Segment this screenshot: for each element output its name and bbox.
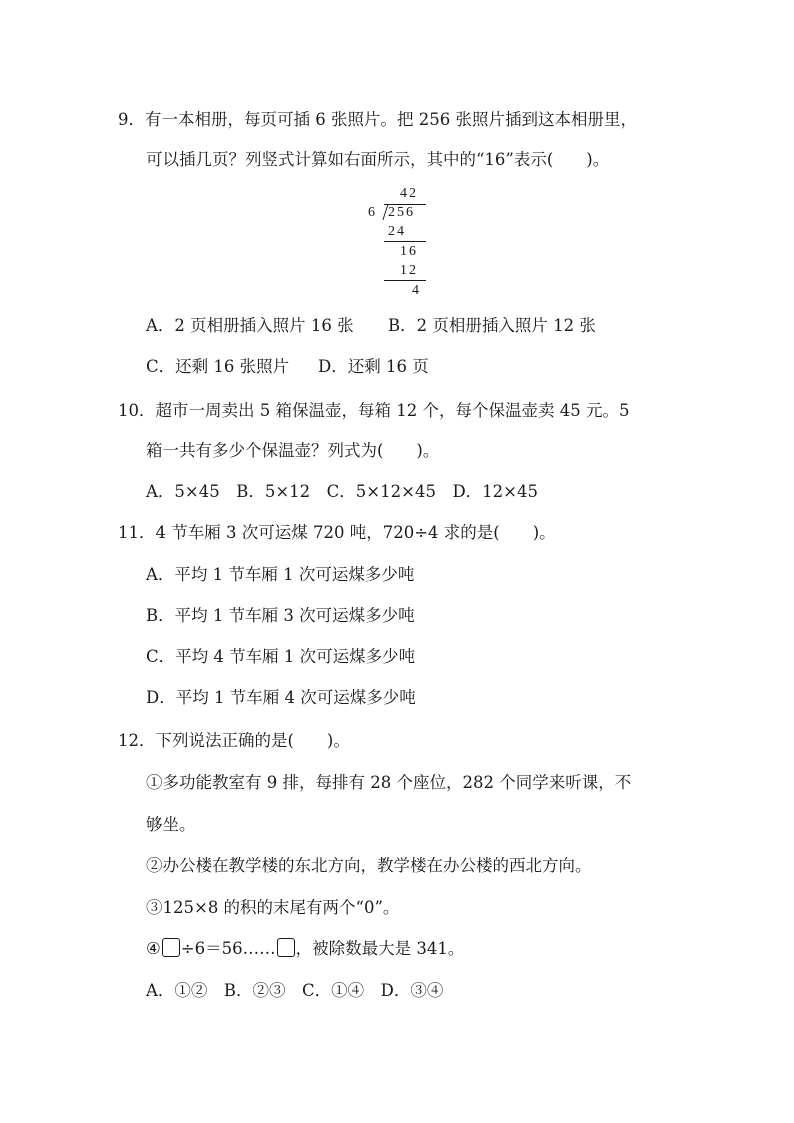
q12-s4-middle: ÷6＝56…… <box>180 939 276 958</box>
q9-option-a: A．2 页相册插入照片 16 张 <box>146 316 354 335</box>
division-step2: 12 <box>400 263 418 278</box>
q12-statement-4 <box>146 938 464 960</box>
q12-statement-2: ②办公楼在教学楼的东北方向，教学楼在办公楼的西北方向。 <box>146 856 592 875</box>
division-quotient: 42 <box>400 186 418 201</box>
division-dividend: 256 <box>388 205 415 220</box>
q9-stem-line1: 9．有一本相册，每页可插 6 张照片。把 256 张照片插到这本相册里， <box>118 110 637 129</box>
q11-option-a: A．平均 1 节车厢 1 次可运煤多少吨 <box>146 565 415 584</box>
q9-stem-line2: 可以插几页？列竖式计算如右面所示，其中的“16”表示( )。 <box>146 150 610 169</box>
blank-box-remainder <box>277 938 295 957</box>
q11-option-b: B．平均 1 节车厢 3 次可运煤多少吨 <box>146 606 415 625</box>
q11-option-d: D．平均 1 节车厢 4 次可运煤多少吨 <box>146 688 416 707</box>
q9-option-b: B．2 页相册插入照片 12 张 <box>388 316 596 335</box>
blank-box-dividend <box>162 938 180 957</box>
q11-stem: 11．4 节车厢 3 次可运煤 720 吨，720÷4 求的是( )。 <box>118 523 556 542</box>
q12-stem: 12．下列说法正确的是( )。 <box>118 731 350 750</box>
q12-statement-1a: ①多功能教室有 9 排，每排有 28 个座位，282 个同学来听课，不 <box>146 773 632 792</box>
division-remainder: 4 <box>412 283 421 298</box>
division-line2 <box>384 280 426 281</box>
q10-stem-line1: 10．超市一周卖出 5 箱保温壶，每箱 12 个，每个保温壶卖 45 元。5 <box>118 401 630 420</box>
q11-option-c: C．平均 4 节车厢 1 次可运煤多少吨 <box>146 647 416 666</box>
q12-statement-3: ③125×8 的积的末尾有两个“0”。 <box>146 898 400 917</box>
long-division <box>360 184 440 300</box>
q9-option-c: C．还剩 16 张照片 <box>146 357 290 376</box>
q12-statement-1b: 够坐。 <box>146 815 196 834</box>
division-remain1: 16 <box>400 244 418 259</box>
q12-s4-suffix: ，被除数最大是 341。 <box>295 939 465 958</box>
q9-option-d: D．还剩 16 页 <box>318 357 429 376</box>
q12-s4-prefix: ④ <box>146 939 161 958</box>
q10-options: A．5×45 B．5×12 C．5×12×45 D．12×45 <box>146 482 538 501</box>
division-divisor: 6 <box>368 205 377 220</box>
division-line1 <box>384 241 426 242</box>
division-step1: 24 <box>388 224 406 239</box>
q12-options: A．①② B．②③ C．①④ D．③④ <box>146 981 444 1000</box>
q10-stem-line2: 箱一共有多少个保温壶？列式为( )。 <box>146 441 440 460</box>
